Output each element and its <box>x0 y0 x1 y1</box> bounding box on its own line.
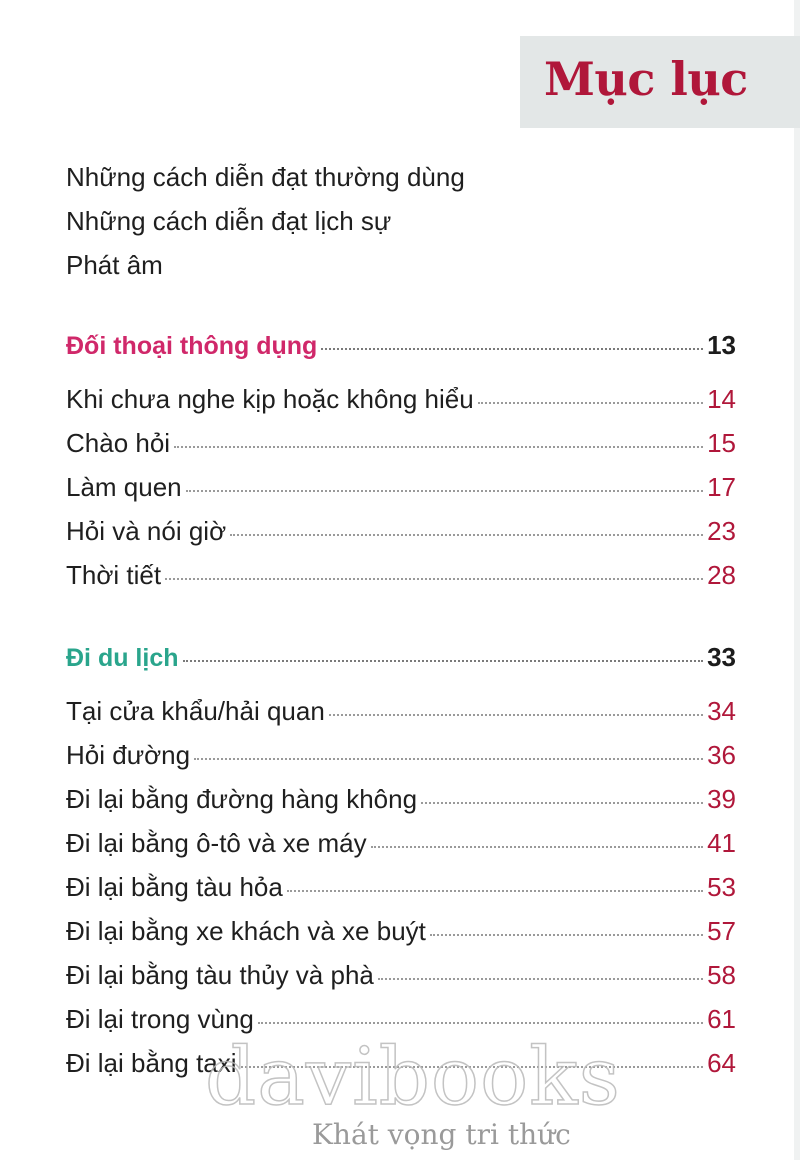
entry-page-number: 41 <box>707 828 736 858</box>
entry-page-number: 57 <box>707 916 736 946</box>
entry-page-number: 14 <box>707 384 736 414</box>
toc-section-doi-thoai[interactable] <box>66 330 736 370</box>
intro-item: Những cách diễn đạt thường dùng <box>66 162 465 192</box>
entry-page-number: 53 <box>707 872 736 902</box>
entry-label: Đi lại bằng tàu thủy và phà <box>66 960 374 990</box>
dot-leader <box>421 802 703 804</box>
section-title: Đối thoại thông dụng <box>66 332 318 360</box>
entry-page-number: 17 <box>707 472 736 502</box>
toc-entry[interactable] <box>66 560 736 600</box>
section-page-number: 13 <box>707 330 736 360</box>
entry-page-number: 39 <box>707 784 736 814</box>
dot-leader <box>430 934 703 936</box>
entry-label: Khi chưa nghe kịp hoặc không hiểu <box>66 384 474 414</box>
section-title: Đi du lịch <box>66 644 179 672</box>
toc-entry[interactable] <box>66 916 736 956</box>
toc-entry[interactable] <box>66 872 736 912</box>
dot-leader <box>329 714 703 716</box>
entry-label: Đi lại bằng tàu hỏa <box>66 872 283 902</box>
entry-label: Đi lại bằng xe khách và xe buýt <box>66 916 426 946</box>
entry-page-number: 58 <box>707 960 736 990</box>
dot-leader <box>183 660 704 662</box>
toc-entry[interactable] <box>66 516 736 556</box>
dot-leader <box>258 1022 703 1024</box>
toc-entry[interactable] <box>66 784 736 824</box>
entry-label: Làm quen <box>66 472 182 502</box>
toc-entry[interactable] <box>66 472 736 512</box>
toc-section-di-du-lich[interactable] <box>66 642 736 682</box>
watermark-tagline: Khát vọng tri thức <box>312 1118 571 1151</box>
intro-item: Phát âm <box>66 250 163 280</box>
dot-leader <box>186 490 703 492</box>
entry-page-number: 34 <box>707 696 736 726</box>
toc-entry[interactable] <box>66 384 736 424</box>
entry-page-number: 36 <box>707 740 736 770</box>
toc-entry[interactable] <box>66 740 736 780</box>
entry-label: Đi lại bằng ô-tô và xe máy <box>66 828 367 858</box>
entry-page-number: 64 <box>707 1048 736 1078</box>
dot-leader <box>287 890 703 892</box>
entry-label: Chào hỏi <box>66 428 171 458</box>
entry-label: Hỏi và nói giờ <box>66 516 227 546</box>
entry-page-number: 28 <box>707 560 736 590</box>
section-page-number: 33 <box>707 642 736 672</box>
entry-page-number: 15 <box>707 428 736 458</box>
entry-label: Đi lại trong vùng <box>66 1004 254 1034</box>
toc-entry[interactable] <box>66 828 736 868</box>
watermark-brand: davibooks <box>205 1030 621 1123</box>
entry-label: Đi lại bằng đường hàng không <box>66 784 418 814</box>
toc-entry[interactable] <box>66 428 736 468</box>
dot-leader <box>174 446 703 448</box>
dot-leader <box>230 534 703 536</box>
page-title: Mục lục <box>544 52 748 106</box>
entry-page-number: 23 <box>707 516 736 546</box>
entry-label: Hỏi đường <box>66 740 191 770</box>
entry-label: Đi lại bằng taxi <box>66 1048 237 1078</box>
dot-leader <box>194 758 703 760</box>
dot-leader <box>371 846 703 848</box>
dot-leader <box>321 348 703 350</box>
entry-label: Thời tiết <box>66 560 162 590</box>
page-edge <box>794 0 800 1160</box>
intro-item: Những cách diễn đạt lịch sự <box>66 206 392 236</box>
dot-leader <box>165 578 703 580</box>
toc-entry[interactable] <box>66 960 736 1000</box>
entry-page-number: 61 <box>707 1004 736 1034</box>
dot-leader <box>378 978 703 980</box>
toc-entry[interactable] <box>66 696 736 736</box>
entry-label: Tại cửa khẩu/hải quan <box>66 696 325 726</box>
dot-leader <box>478 402 703 404</box>
